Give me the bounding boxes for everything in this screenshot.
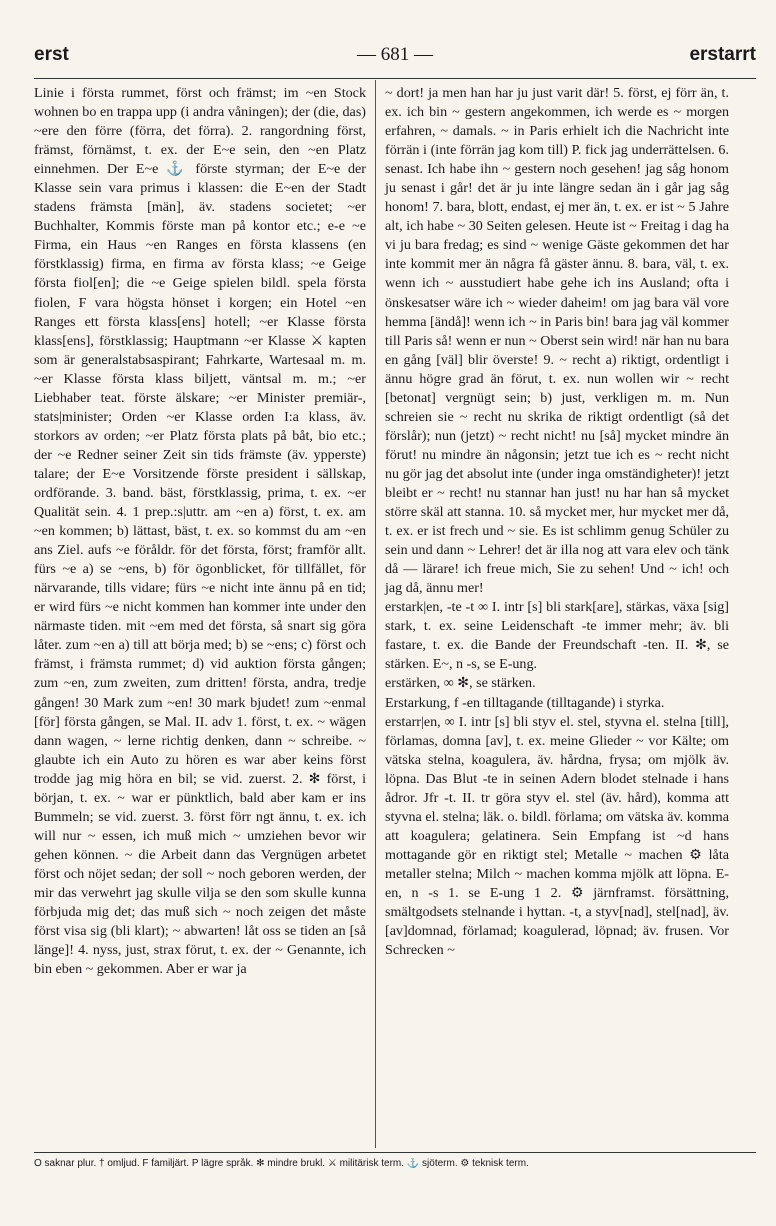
right-column-continuation: ~ dort! ja men han har ju just varit där! 5. först, ej förr än, t. ex. ich bin ~ gestern angekommen, ich werde es ~ morgen erfahren, ~ damals. ~ in Paris erhielt ich die Nachricht inte förrän i (inte förrän jag kom till) P. fick jag underrättelsen. 6. senast. Ich habe ihn ~ gestern noch gesehen! jag såg honom ju senast i går! det är ju inte längre sedan än i går jag såg honom! 7. bara, blott, endast, ej mer än, t. ex. er ist ~ 5 Jahre alt, ich habe ~ 30 Seiten gelesen. Heute ist ~ Freitag i dag ha vi ju bara fredag; es sind ~ wenige Gäste gekommen det har inte kommit mer än några få gäster ännu. 8. bara, väl, t. ex. wenn ich ~ ausstudiert habe gehe ich ins Ausland; ofta i önskesatser wäre ich ~ wieder daheim! om jag bara väl vore hemma [ändå]! wenn ich ~ in Paris bin! bara jag väl kommer till Paris så! wenn er nun ~ Oberst sein wird! när han nu bara en gång [väl] blir överste! 9. ~ recht a) riktigt, ordentligt i ännu högre grad än förut, t. ex. nun wollen wir ~ recht [betonat] vergnügt sein; b) just, verkligen m. m. Nun schreien sie ~ recht nu skrika de riktigt ordentligt (så det förslår); nun (jetzt) ~ recht nicht! nu [så] mycket mindre än förut! nu mindre än någonsin; jetzt tue ich es ~ recht nicht nu gör jag det absolut inte (under inga omständigheter)! jetzt bleibt er ~ recht! nu stannar han just! nu har han så mycket större skäl att stanna. 10. så mycket mer, hur mycket mer då, t. ex. er ist frech und ~ sie. Es ist schlimm genug Schüler zu sein und dann ~ Lehrer! det är illa nog att vara elev och tänk då — lärare! ich freue mich, Sie zu sehen! Und ~ ich! och jag då, ännu mer!	[385, 85, 729, 597]
entry-erstarkung: Erstarkung, f -en tilltagande (tilltagande) i styrka.	[385, 694, 665, 711]
guide-word-left: erst	[34, 44, 69, 65]
entry-erstarren: erstarr|en, ∞ I. intr [s] bli styv el. stel, styvna el. stelna [till], förlamas, domna [av], t. ex. meine Glieder ~ vor Kälte; om vätska stelna, koagulera, äv. hårdna, frysa; om mjölk äv. löpna. Das Blut -te in seinen Adern blodet stelnade i hans ådror. Jfr -t. II. tr göra styv el. stel (äv. hård), komma att styvna el. stelna; läk. o. bildl. förlama; om vätska äv. komma att koagulera; gelatinera. Sein Empfang ist ~d hans mottagande gör en riktigt stel; Metalle ~ machen ⚙ låta metaller stelna; Milch ~ machen komma mjölk att löpna. E-en, n -s 1. se E-ung 1 2. ⚙ järnframst. försättning, smältgodsets stelnande i hyttan. -t, a styv[nad], stel[nad], äv. [av]domnad, förlamad; koagulerad, löpnad; äv. frusen. Vor Schrecken ~	[385, 713, 729, 959]
symbol-legend: O saknar plur. † omljud. F familjärt. P lägre språk. ✻ mindre brukl. ⚔ militärisk term. ⚓ sjöterm. ⚙ teknisk term.	[34, 1158, 529, 1169]
footer-rule	[34, 1152, 756, 1153]
right-column	[385, 84, 729, 960]
entry-erstarken: erstark|en, -te -t ∞ I. intr [s] bli stark[are], stärkas, växa [sig] stark, t. ex. seine Leidenschaft -te immer mehr; äv. bli fastare, t. ex. die Bande der Freundschaft -ten. II. ✻, se stärken. E~, n -s, se E-ung.	[385, 599, 729, 673]
left-column	[34, 84, 366, 979]
entry-erstaerken: erstärken, ∞ ✻, se stärken.	[385, 675, 536, 692]
guide-word-right: erstarrt	[689, 44, 756, 65]
column-divider	[375, 80, 376, 1148]
page-header	[34, 44, 756, 74]
header-rule	[34, 78, 756, 79]
left-column-text: Linie i första rummet, först och främst; im ~en Stock wohnen bo en trappa upp (i andra våningen); der (die, das) ~ere den förre (förra, det förra). 2. rangordning först, främst, förnämst, t. ex. der E~e sein, den ~en Platz einnehmen. Der E~e ⚓ förste styrman; der E~e der Klasse sein vara primus i klassen: die E~en der Stadt stadens främsta [män], äv. stadens societet; ~er Buchhalter, Kommis förste man på kontor etc.; e-e ~e Firma, ein Haus ~en Ranges en första klassens (en förstklassig) firma, en firma av första klass; ~e Geige första fiol[en]; die ~e Geige spielen bildl. spela första fiolen, F vara högsta hönset i korgen; ein Hotel ~en Ranges ett första klass[ens] hotell; ~er Klasse första klass[ens], förstklassig; Hauptmann ~er Klasse ⚔ kapten som är generalstabsaspirant; Fahrkarte, Wartesaal m. m. ~er Klasse första klass biljett, väntsal m. m.; ~er Liebhaber teat. förste älskare; ~er Minister premiär-, stats|minister; Orden ~er Klasse orden I:a klass, äv. storkors av orden; ~er Platz första plats på båt, bio etc.; der ~e Redner seiner Zeit sin tids främste (äv. ypperste) talare; der E~e Vorsitzende förste president i sällskap, ordförande. 3. band. bäst, förstklassig, prima, t. ex. ~er Qualität sein. 4. 1 prep.:s|uttr. am ~en a) först, t. ex. am ~en kommen; b) lättast, bäst, t. ex. so kommst du am ~en ans Ziel. aufs ~e föråldr. för det första, först; framför allt. fürs ~e a) se ~ens, b) för ögonblicket, för tillfället, för närvarande, tills vidare; fürs ~e nicht inte ännu på en tid; er wird fürs ~e nicht kommen han kommer inte under den närmaste tiden. mit ~em med det första, så snart sig göra låter. zum ~en a) till att börja med; b) se ~ens; c) först och främst, i främsta rummet; d) vid auktion första gången; zum ~en, zum zweiten, zum dritten! första, andra, tredje gången! 30 Mark zum ~en! 30 mark bjudet! zum ~enmal [för] första gången, se Mal. II. adv 1. först, t. ex. ~ wägen dann wagen, ~ lerne richtig denken, dann ~ schreibe. ~ glaubte ich ein Auto zu hören es war aber keins först trodde jag mig höra en bil; se vid. zuerst. 2. ✻ först, i början, t. ex. ~ war er pünktlich, bald aber kam er ins Bummeln; se vid. zuerst. 3. först förr ngt ännu, t. ex. ich will nur ~ essen, ich muß mich ~ umziehen bevor wir gehen können. ~ die Arbeit dann das Vergnügen arbetet först och nöjet sedan; der soll ~ noch geboren werden, der mir das verwehrt jag skulle vilja se den som skulle kunna förbjuda mig det; das muß sich ~ noch zeigen det måste först visa sig (bli klart); ~ abwarten! låt oss se tiden an [så länge]! 4. nyss, just, strax förut, t. ex. der ~ Genannte, ich bin eben ~ gekommen. Aber er war ja	[34, 85, 366, 978]
page-number: — 681 —	[357, 44, 433, 65]
